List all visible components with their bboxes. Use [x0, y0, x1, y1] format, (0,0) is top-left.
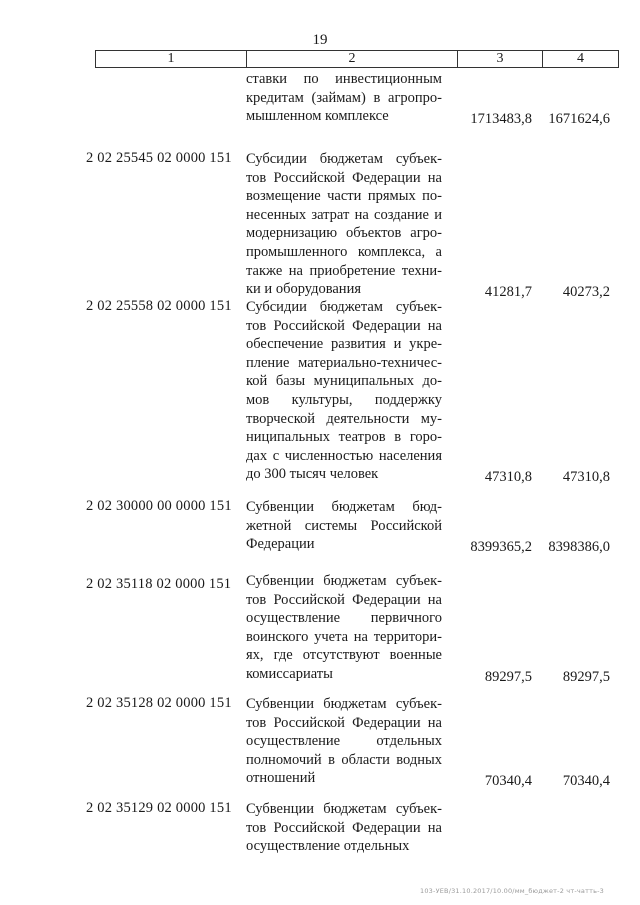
- value-col-4: 8398386,0: [548, 539, 610, 556]
- value-col-3: 47310,8: [484, 469, 532, 486]
- description-line: обеспечение развития и укре-: [246, 336, 442, 353]
- description-line: осуществление отдельных: [246, 733, 442, 750]
- description-line: ставки по инвестиционным: [246, 71, 442, 87]
- budget-code: 2 02 30000 00 0000 151: [86, 498, 232, 514]
- description-line: промышленного комплекса, а: [246, 243, 442, 260]
- description-line: кой базы муниципальных до-: [246, 373, 442, 390]
- header-col-4: 4: [542, 51, 618, 67]
- page-number: 19: [312, 32, 328, 48]
- description-line: также на приобретение техни-: [246, 262, 442, 279]
- description-line: тов Российской Федерации на: [246, 317, 442, 334]
- description-line: Субвенции бюджетам бюд-: [246, 499, 442, 515]
- description-line: творческой деятельности му-: [246, 410, 442, 427]
- value-col-4: 89297,5: [562, 669, 610, 685]
- description-line: мов культуры, поддержку: [246, 391, 442, 408]
- value-col-3: 89297,5: [484, 669, 532, 685]
- description-line: тов Российской Федерации на: [246, 714, 442, 731]
- row-description: [246, 498, 442, 554]
- description-line: дах с численностью населения: [246, 447, 442, 464]
- budget-code: 2 02 35118 02 0000 151: [86, 576, 232, 592]
- value-col-4: 40273,2: [562, 284, 610, 301]
- value-col-3: 1713483,8: [470, 111, 532, 128]
- description-line: комиссариаты: [246, 665, 333, 682]
- description-line: Субсидии бюджетам субъек-: [246, 299, 442, 315]
- description-line: мышленном комплексе: [246, 108, 389, 125]
- description-line: кредитам (займам) в агропро-: [246, 89, 442, 106]
- footer-stamp: 103-УЕВ/31.10.2017/10.00/мм_бюджет-2 чт-чатть-3: [420, 887, 604, 895]
- value-col-3: 41281,7: [484, 284, 532, 301]
- budget-code: 2 02 35128 02 0000 151: [86, 695, 232, 711]
- description-line: возмещение части прямых по-: [246, 188, 442, 205]
- description-line: осуществление первичного: [246, 610, 442, 627]
- description-line: тов Российской Федерации на: [246, 169, 442, 186]
- budget-code: 2 02 25545 02 0000 151: [86, 150, 232, 166]
- header-col-2: 2: [246, 51, 457, 67]
- value-col-4: 70340,4: [562, 773, 610, 790]
- row-description: [246, 800, 442, 856]
- header-col-1: 1: [167, 51, 175, 66]
- value-col-3: 8399365,2: [470, 539, 532, 556]
- budget-code: 2 02 25558 02 0000 151: [86, 298, 232, 314]
- row-description: [246, 150, 442, 299]
- budget-code: 2 02 35129 02 0000 151: [86, 800, 232, 816]
- description-line: Федерации: [246, 536, 315, 553]
- description-line: тов Российской Федерации на: [246, 591, 442, 608]
- header-col-3: 3: [457, 51, 542, 67]
- description-line: осуществление отдельных: [246, 838, 410, 855]
- description-line: ки и оборудования: [246, 281, 361, 298]
- description-line: Субвенции бюджетам субъек-: [246, 801, 442, 817]
- row-description: [246, 695, 442, 788]
- description-line: модернизацию объектов агро-: [246, 225, 442, 242]
- description-line: Субсидии бюджетам субъек-: [246, 151, 442, 167]
- value-col-4: 47310,8: [562, 469, 610, 486]
- row-description: [246, 298, 442, 484]
- description-line: жетной системы Российской: [246, 517, 442, 534]
- description-line: несенных затрат на создание и: [246, 206, 442, 223]
- description-line: ниципальных театров в горо-: [246, 429, 442, 446]
- value-col-4: 1671624,6: [548, 111, 610, 128]
- description-line: Субвенции бюджетам субъек-: [246, 696, 442, 712]
- description-line: тов Российской Федерации на: [246, 819, 442, 836]
- description-line: пление материально-техничес-: [246, 354, 442, 371]
- description-line: полномочий в области водных: [246, 751, 442, 768]
- description-line: отношений: [246, 770, 316, 787]
- row-description: [246, 572, 442, 684]
- row-description: [246, 70, 442, 126]
- description-line: воинского учета на территори-: [246, 628, 442, 645]
- description-line: ях, где отсутствуют военные: [246, 647, 442, 664]
- value-col-3: 70340,4: [484, 773, 532, 790]
- description-line: до 300 тысяч человек: [246, 466, 379, 483]
- description-line: Субвенции бюджетам субъек-: [246, 573, 442, 589]
- table-header: [95, 50, 619, 68]
